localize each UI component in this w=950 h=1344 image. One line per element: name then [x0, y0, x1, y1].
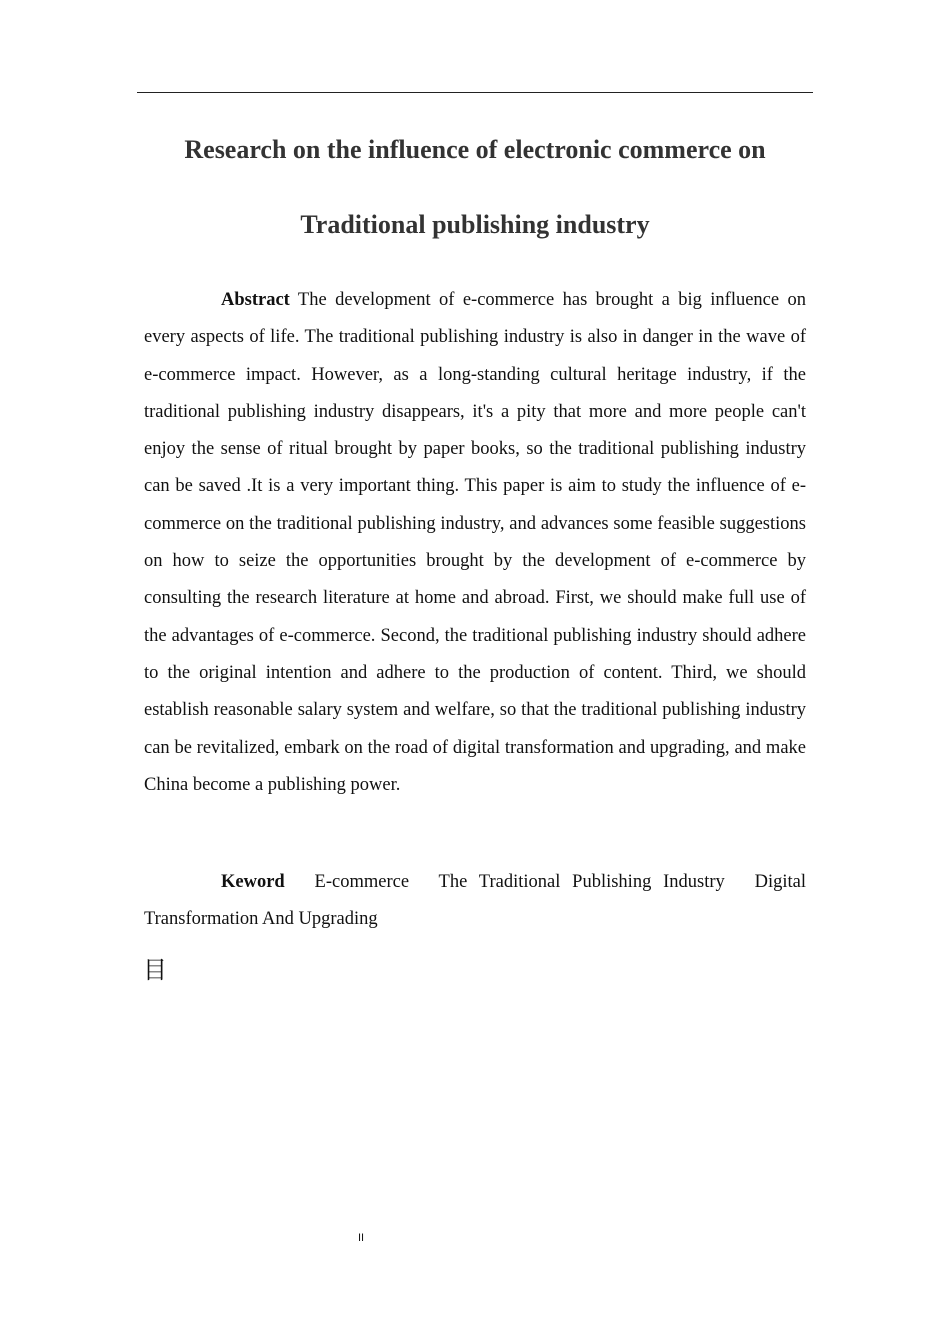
keyword-item: E-commerce	[314, 872, 410, 892]
abstract-text: The development of e-commerce has brought a big influence on every aspects of life. The traditional publishing industry is also in danger in the wave of e-commerce impact. However, as a long-standing cultural heritage industry, if the traditional publishing industry disappears, it's a pity that more and more people can't enjoy the sense of ritual brought by paper books, so the traditional publishing industry can be saved .It is a very important thing. This paper is aim to study the influence of e-commerce on the traditional publishing industry, and advances some feasible suggestions on how to seize the opportunities brought by the development of e-commerce by consulting the research literature at home and abroad. First, we should make full use of the advantages of e-commerce. Second, the traditional publishing industry should adhere to the original intention and adhere to the production of content. Third, we should establish reasonable salary system and welfare, so that the traditional publishing industry can be revitalized, embark on the road of digital transformation and upgrading, and make China become a publishing power.	[144, 290, 806, 795]
keywords-paragraph	[144, 864, 806, 939]
abstract-paragraph	[144, 282, 806, 804]
title-line-1: Research on the influence of electronic commerce on	[184, 135, 766, 164]
title-line-2: Traditional publishing industry	[300, 210, 650, 239]
toc-heading-char: 目	[143, 956, 167, 984]
header-rule	[137, 92, 813, 93]
keyword-item: Digital Transformation And Upgrading	[144, 872, 807, 930]
keywords-label: Keword	[221, 872, 285, 892]
keyword-item: The Traditional Publishing Industry	[438, 872, 725, 892]
abstract-label: Abstract	[221, 290, 290, 310]
page-number: II	[358, 1232, 365, 1244]
